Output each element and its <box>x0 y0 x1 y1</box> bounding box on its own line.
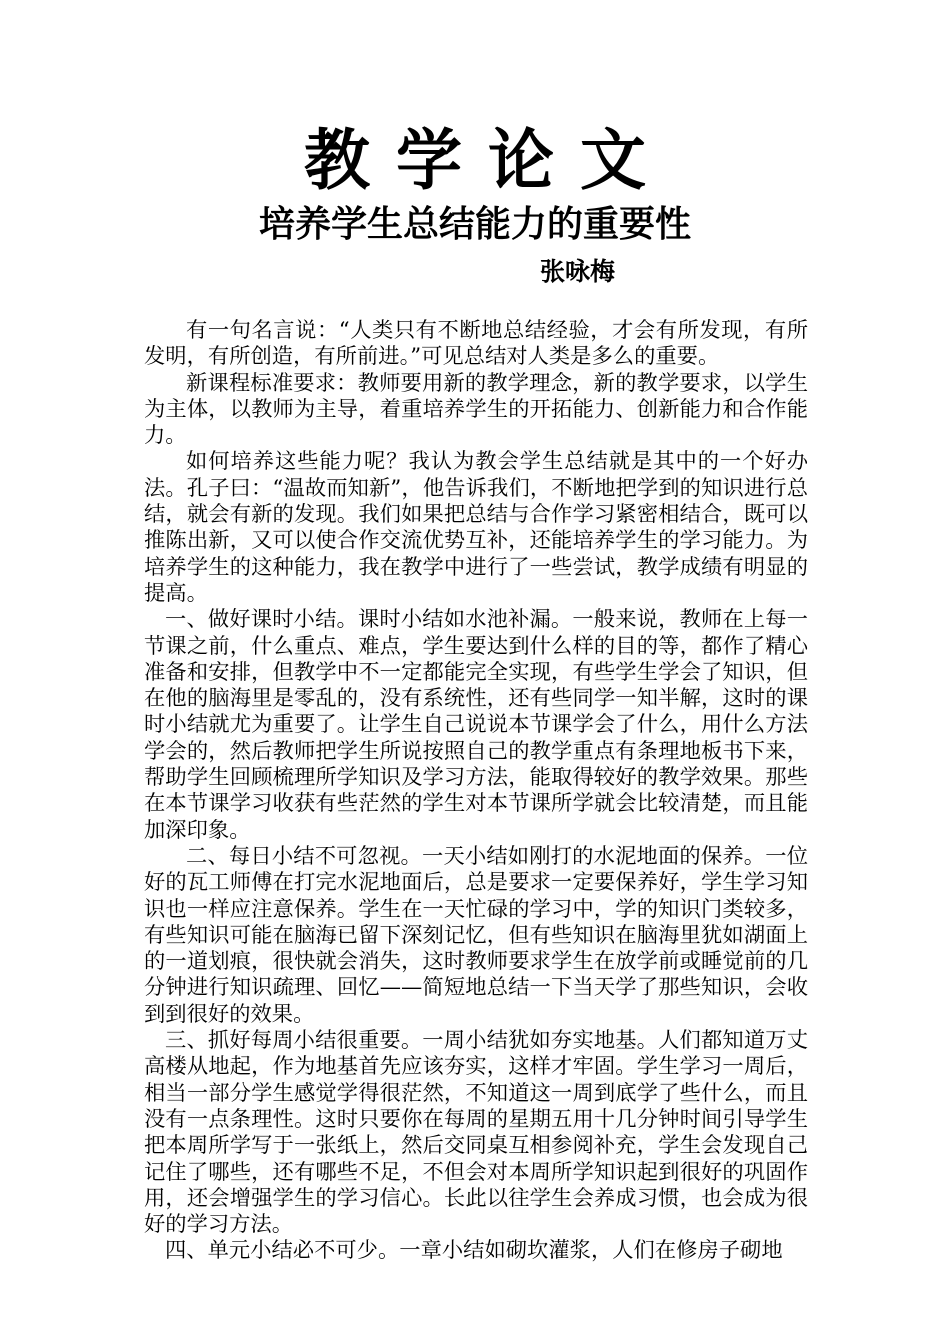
article-body <box>144 318 808 1265</box>
paragraph-lesson-summary: 一、做好课时小结。课时小结如水池补漏。一般来说，教师在上每一节课之前，什么重点、难点，学生要达到什么样的目的等，都作了精心准备和安排，但教学中不一定都能完全实现，有些学生学会了知识，但在他的脑海里是零乱的，没有系统性，还有些同学一知半解，这时的课时小结就尤为重要了。让学生自己说说本节课学会了什么，用什么方法学会的，然后教师把学生所说按照自己的教学重点有条理地板书下来，帮助学生回顾梳理所学知识及学习方法，能取得较好的教学效果。那些在本节课学习收获有些茫然的学生对本节课所学就会比较清楚，而且能加深印象。 <box>144 607 808 843</box>
document-title: 教学论文 <box>304 121 672 199</box>
author-name: 张咏梅 <box>540 257 616 286</box>
paragraph-daily-summary: 二、每日小结不可忽视。一天小结如刚打的水泥地面的保养。一位好的瓦工师傅在打完水泥地面后，总是要求一定要保养好，学生学习知识也一样应注意保养。学生在一天忙碌的学习中，学的知识门类较多，有些知识可能在脑海已留下深刻记忆，但有些知识在脑海里犹如湖面上的一道划痕，很快就会消失，这时教师要求学生在放学前或睡觉前的几分钟进行知识疏理、回忆——简短地总结一下当天学了那些知识，会收到到很好的效果。 <box>144 843 808 1027</box>
paragraph-how-to-cultivate: 如何培养这些能力呢？我认为教会学生总结就是其中的一个好办法。孔子曰：“温故而知新”，他告诉我们，不断地把学到的知识进行总结，就会有新的发现。我们如果把总结与合作学习紧密相结合，既可以推陈出新，又可以使合作交流优势互补，还能培养学生的学习能力。为培养学生的这种能力，我在教学中进行了一些尝试，教学成绩有明显的提高。 <box>144 449 808 606</box>
paragraph-unit-summary: 四、单元小结必不可少。一章小结如砌坎灌浆，人们在修房子砌地 <box>165 1238 783 1264</box>
paragraph-intro-quote: 有一句名言说：“人类只有不断地总结经验，才会有所发现，有所发明，有所创造，有所前进。”可见总结对人类是多么的重要。 <box>144 318 808 370</box>
paragraph-weekly-summary: 三、抓好每周小结很重要。一周小结犹如夯实地基。人们都知道万丈高楼从地起，作为地基首先应该夯实，这样才牢固。学生学习一周后，相当一部分学生感觉学得很茫然，不知道这一周到底学了些什么，而且没有一点条理性。这时只要你在每周的星期五用十几分钟时间引导学生把本周所学写于一张纸上，然后交同桌互相参阅补充，学生会发现自己记住了哪些，还有哪些不足，不但会对本周所学知识起到很好的巩固作用，还会增强学生的学习信心。长此以往学生会养成习惯，也会成为很好的学习方法。 <box>144 1028 808 1238</box>
document-subtitle: 培养学生总结能力的重要性 <box>258 203 691 245</box>
paragraph-curriculum-standard: 新课程标准要求：教师要用新的教学理念，新的教学要求，以学生为主体，以教师为主导，着重培养学生的开拓能力、创新能力和合作能力。 <box>144 370 808 449</box>
